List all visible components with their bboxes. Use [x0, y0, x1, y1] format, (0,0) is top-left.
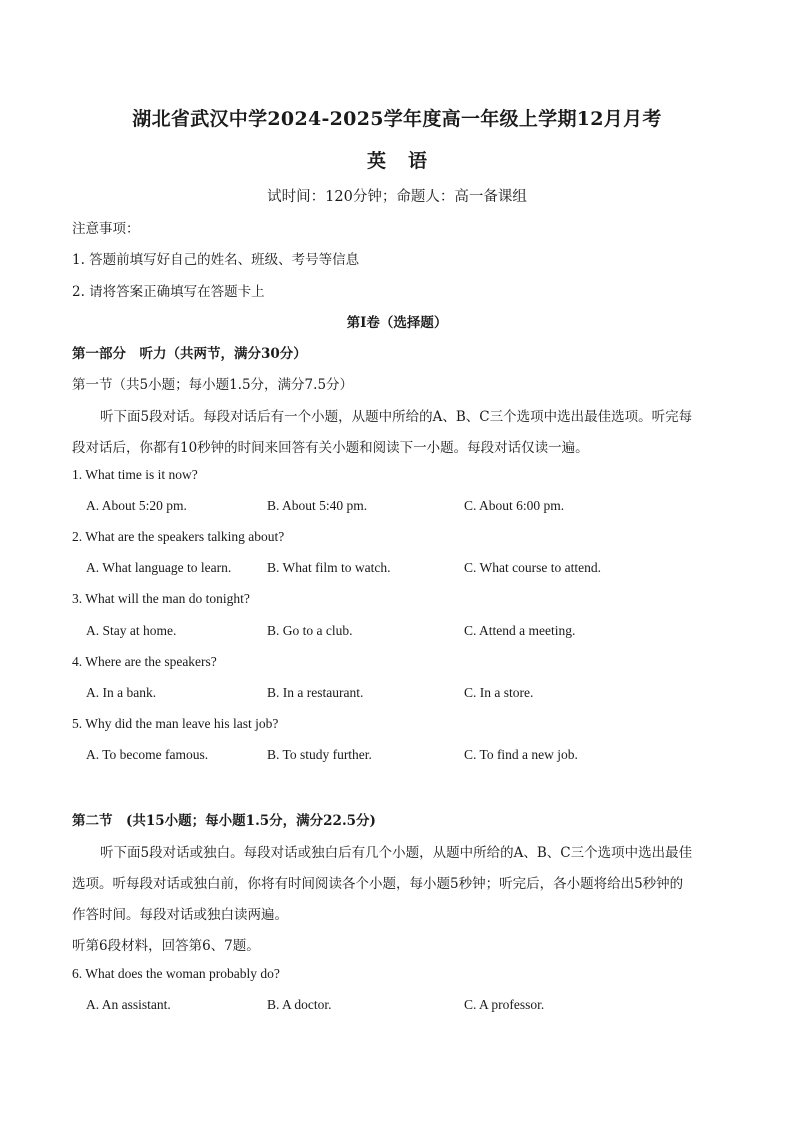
section1-heading: 第一节（共5小题；每小题1.5分，满分7.5分） — [72, 377, 354, 393]
section2-heading: 第二节 (共15小题；每小题1.5分，满分22.5分) — [72, 813, 376, 829]
question-1-option-b: B. About 5:40 pm. — [267, 498, 368, 513]
question-3-option-a: A. Stay at home. — [86, 623, 177, 638]
exam-meta: 试时间：120分钟；命题人：高一备课组 — [267, 189, 527, 205]
material-note: 听第6段材料，回答第6、7题。 — [72, 938, 260, 954]
question-5-option-c: C. To find a new job. — [464, 747, 578, 762]
question-2-option-b: B. What film to watch. — [267, 560, 391, 575]
note-item-1: 1. 答题前填写好自己的姓名、班级、考号等信息 — [72, 252, 360, 268]
exam-title: 湖北省武汉中学2024-2025学年度高一年级上学期12月月考 — [132, 108, 662, 130]
part1-heading: 第一部分 听力（共两节，满分30分） — [72, 346, 307, 362]
subject-char-1: 英 — [366, 150, 386, 172]
question-3-option-b: B. Go to a club. — [267, 623, 353, 638]
question-4-option-c: C. In a store. — [464, 685, 534, 700]
question-1-option-a: A. About 5:20 pm. — [86, 498, 187, 513]
subject-title — [0, 146, 794, 173]
question-6-option-c: C. A professor. — [464, 997, 545, 1012]
question-4-stem: 4. Where are the speakers? — [72, 654, 217, 669]
question-1-option-c: C. About 6:00 pm. — [464, 498, 565, 513]
question-2-option-a: A. What language to learn. — [86, 560, 232, 575]
section1-instructions-line2: 段对话后，你都有10秒钟的时间来回答有关小题和阅读下一小题。每段对话仅读一遍。 — [72, 440, 589, 456]
question-6-stem: 6. What does the woman probably do? — [72, 966, 280, 981]
question-6-option-a: A. An assistant. — [86, 997, 171, 1012]
section2-instructions-line3: 作答时间。每段对话或独白读两遍。 — [72, 907, 288, 923]
section2-instructions-line2: 选项。听每段对话或独白前，你将有时间阅读各个小题，每小题5秒钟；听完后，各小题将给出5秒钟的 — [72, 876, 684, 892]
question-5-option-b: B. To study further. — [267, 747, 372, 762]
question-2-option-c: C. What course to attend. — [464, 560, 601, 575]
section2-instructions-line1: 听下面5段对话或独白。每段对话或独白后有几个小题，从题中所给的A、B、C三个选项中选出最佳 — [100, 845, 693, 861]
question-4-option-b: B. In a restaurant. — [267, 685, 364, 700]
notes-heading: 注意事项： — [72, 221, 140, 237]
question-1-stem: 1. What time is it now? — [72, 467, 198, 482]
question-3-stem: 3. What will the man do tonight? — [72, 591, 250, 606]
volume-title: 第I卷（选择题） — [346, 315, 448, 331]
question-4-option-a: A. In a bank. — [86, 685, 157, 700]
question-6-option-b: B. A doctor. — [267, 997, 332, 1012]
question-2-stem: 2. What are the speakers talking about? — [72, 529, 285, 544]
question-3-option-c: C. Attend a meeting. — [464, 623, 576, 638]
question-5-stem: 5. Why did the man leave his last job? — [72, 716, 279, 731]
section1-instructions-line1: 听下面5段对话。每段对话后有一个小题，从题中所给的A、B、C三个选项中选出最佳选项。听完每 — [100, 409, 693, 425]
question-5-option-a: A. To become famous. — [86, 747, 209, 762]
note-item-2: 2. 请将答案正确填写在答题卡上 — [72, 284, 265, 300]
subject-char-2: 语 — [408, 150, 428, 172]
